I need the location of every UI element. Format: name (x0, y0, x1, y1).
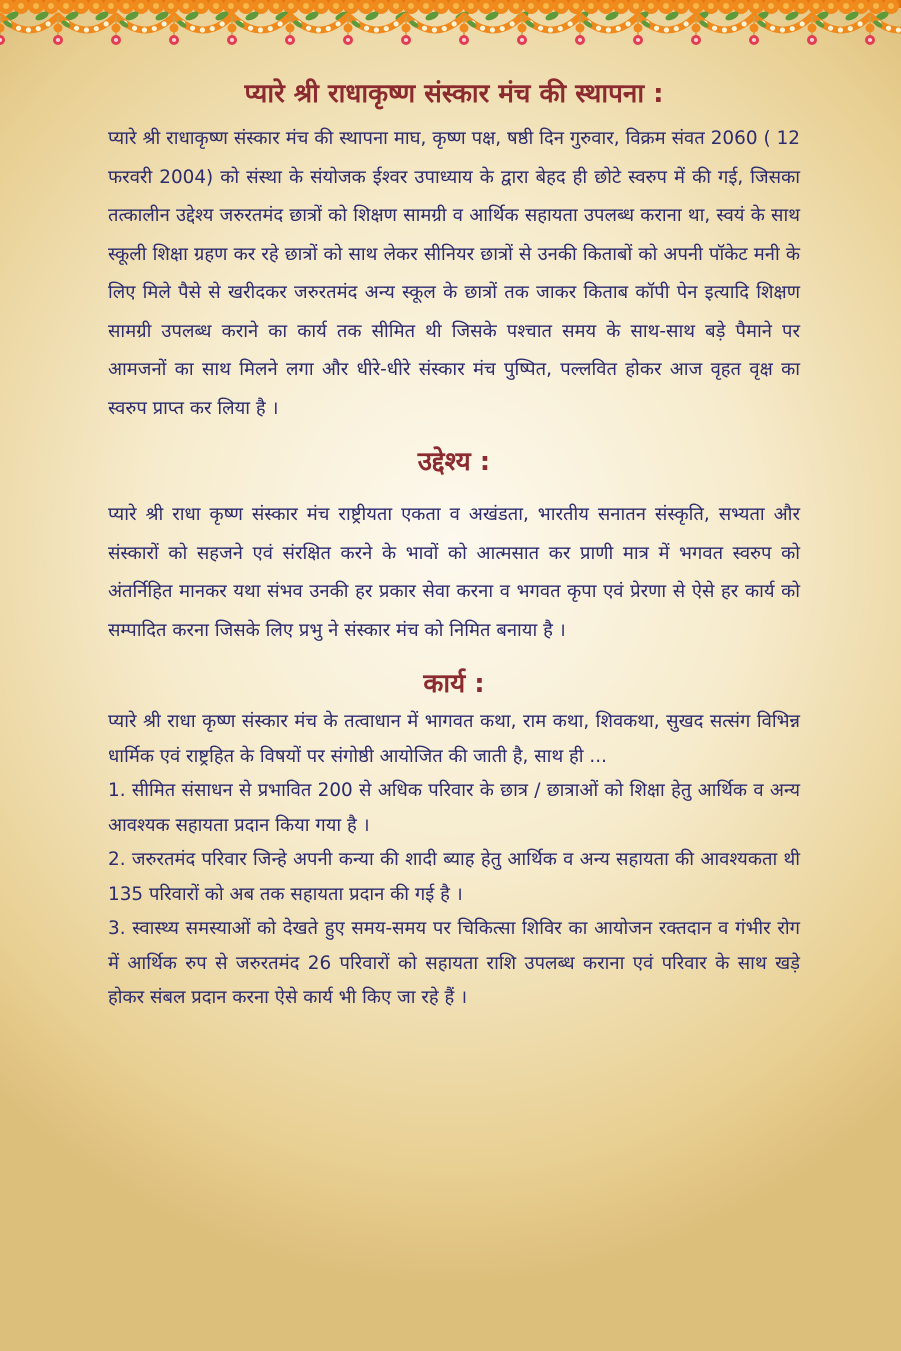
founding-paragraph: प्यारे श्री राधाकृष्ण संस्कार मंच की स्थापना माघ, कृष्ण पक्ष, षष्ठी दिन गुरुवार, विक्रम संवत 2060 ( 12 फरवरी 2004) को संस्था के संयोजक ईश्वर उपाध्याय के द्वारा बेहद ही छोटे स्वरुप में की गई, जिसका तत्कालीन उद्देश्य जरुरतमंद छात्रों को शिक्षण सामग्री व आर्थिक सहायता उपलब्ध कराना था, स्वयं के साथ स्कूली शिक्षा ग्रहण कर रहे छात्रों को साथ लेकर सीनियर छात्रों से उनकी किताबों को अपनी पॉकेट मनी के लिए मिले पैसे से खरीदकर जरुरतमंद अन्य स्कूल के छात्रों तक जाकर किताब कॉपी पेन इत्यादि शिक्षण सामग्री उपलब्ध कराने का कार्य तक सीमित थी जिसके पश्चात समय के साथ-साथ बड़े पैमाने पर आमजनों का साथ मिलने लगा और धीरे-धीरे संस्कार मंच पुष्पित, पल्लवित होकर आज वृहत वृक्ष का स्वरुप प्राप्त कर लिया है । (108, 128, 800, 419)
marigold-garland-border (0, 0, 901, 56)
work-item-1: 1. सीमित संसाधन से प्रभावित 200 से अधिक परिवार के छात्र / छात्राओं को शिक्षा हेतु आर्थिक व अन्य आवश्यक सहायता प्रदान किया गया है । (108, 780, 800, 836)
work-title: कार्य : (423, 669, 485, 699)
objective-paragraph: प्यारे श्री राधा कृष्ण संस्कार मंच राष्ट्रीयता एकता व अखंडता, भारतीय सनातन संस्कृति, सभ्यता और संस्कारों को सहजने एवं संरक्षित करने के भावों को आत्मसात कर प्राणी मात्र में भगवत स्वरुप को अंतर्निहित मानकर यथा संभव उनकी हर प्रकार सेवा करना व भगवत कृपा एवं प्रेरणा से ऐसे हर कार्य को सम्पादित करना जिसके लिए प्रभु ने संस्कार मंच को निमित बनाया है । (108, 504, 800, 641)
objective-title: उद्देश्य : (417, 447, 491, 477)
work-item-2: 2. जरुरतमंद परिवार जिन्हे अपनी कन्या की शादी ब्याह हेतु आर्थिक व अन्य सहायता की आवश्यकता थी 135 परिवारों को अब तक सहायता प्रदान की गई है । (108, 849, 800, 905)
work-intro-paragraph: प्यारे श्री राधा कृष्ण संस्कार मंच के तत्वाधान में भागवत कथा, राम कथा, शिवकथा, सुखद सत्संग विभिन्न धार्मिक एवं राष्ट्रहित के विषयों पर संगोष्ठी आयोजित की जाती है, साथ ही ... (108, 711, 800, 767)
work-item-3: 3. स्वास्थ्य समस्याओं को देखते हुए समय-समय पर चिकित्सा शिविर का आयोजन रक्तदान व गंभीर रोग में आर्थिक रुप से जरुरतमंद 26 परिवारों को सहायता राशि उपलब्ध कराना एवं परिवार के साथ खड़े होकर संबल प्रदान करना ऐसे कार्य भी किए जा रहे हैं । (108, 918, 800, 1008)
poster-content (108, 74, 800, 1016)
founding-title: प्यारे श्री राधाकृष्ण संस्कार मंच की स्थापना : (244, 79, 664, 109)
